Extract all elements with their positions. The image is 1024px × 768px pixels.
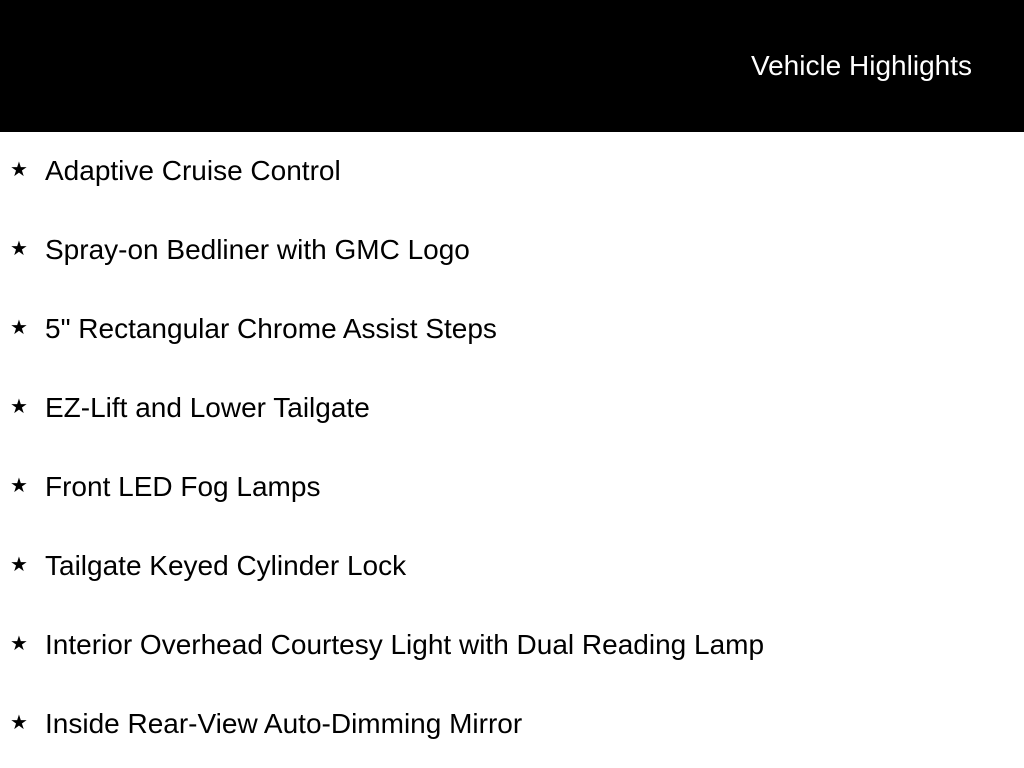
list-item-label: Adaptive Cruise Control	[45, 155, 341, 186]
star-icon: ★	[10, 554, 28, 576]
list-item	[0, 685, 1024, 764]
star-icon: ★	[10, 238, 28, 260]
list-item	[0, 606, 1024, 685]
list-item	[0, 132, 1024, 211]
star-icon: ★	[10, 317, 28, 339]
list-item-label: Front LED Fog Lamps	[45, 471, 321, 502]
list-item	[0, 290, 1024, 369]
header-banner	[0, 0, 1024, 132]
list-item-label: Interior Overhead Courtesy Light with Dual Reading Lamp	[45, 629, 765, 660]
list-item	[0, 369, 1024, 448]
list-item-label: 5" Rectangular Chrome Assist Steps	[45, 313, 497, 344]
list-item-label: Spray-on Bedliner with GMC Logo	[45, 234, 470, 265]
highlights-list	[0, 132, 1024, 764]
list-item-label: Tailgate Keyed Cylinder Lock	[45, 550, 407, 581]
list-item-label: Inside Rear-View Auto-Dimming Mirror	[45, 708, 523, 739]
list-item	[0, 527, 1024, 606]
star-icon: ★	[10, 712, 28, 734]
star-icon: ★	[10, 396, 28, 418]
star-icon: ★	[10, 475, 28, 497]
list-item-label: EZ-Lift and Lower Tailgate	[45, 392, 370, 423]
star-icon: ★	[10, 633, 28, 655]
list-item	[0, 448, 1024, 527]
star-icon: ★	[10, 159, 28, 181]
list-item	[0, 211, 1024, 290]
page-title: Vehicle Highlights	[750, 50, 972, 81]
